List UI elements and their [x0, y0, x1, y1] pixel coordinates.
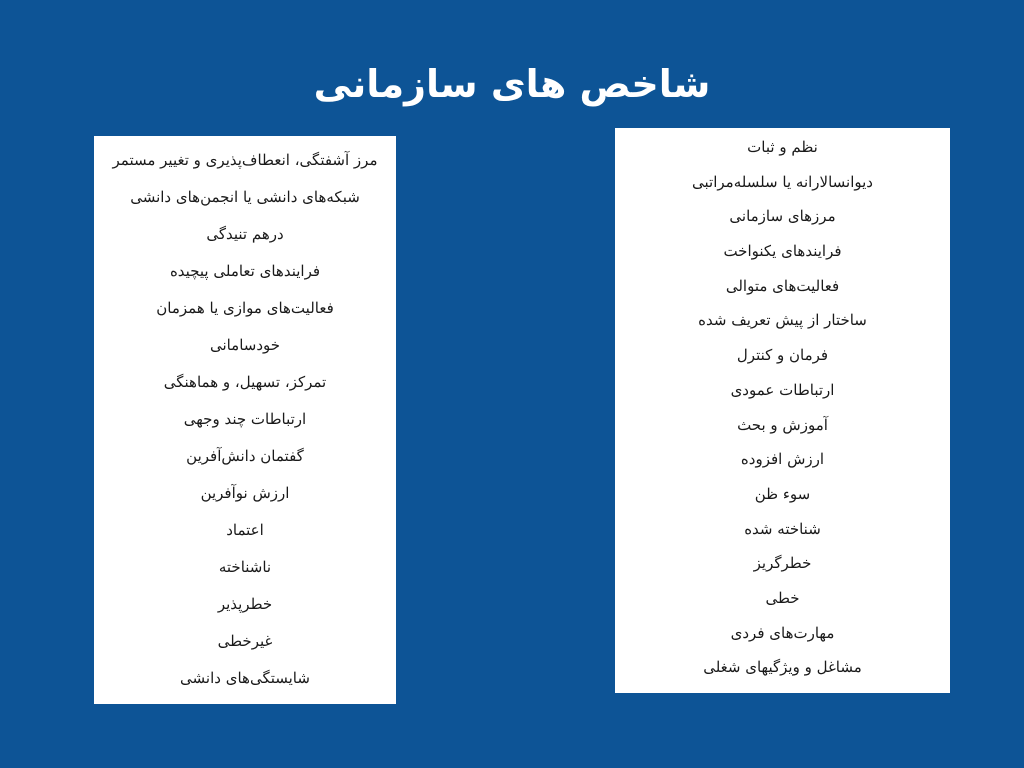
- list-item: شایستگی‌های دانشی: [180, 669, 310, 687]
- left-list: [94, 142, 396, 697]
- list-item: درهم تنیدگی: [206, 225, 284, 243]
- left-list-panel: [94, 136, 396, 704]
- list-item: خطرپذیر: [217, 595, 273, 613]
- list-item: فعالیت‌های متوالی: [725, 276, 840, 295]
- list-item: ارزش افزوده: [740, 450, 825, 469]
- list-item: سوء ظن: [754, 484, 811, 503]
- list-item: شبکه‌های دانشی یا انجمن‌های دانشی: [130, 188, 360, 206]
- list-item: آموزش و بحث: [737, 415, 828, 434]
- list-item: ارتباطات عمودی: [730, 380, 835, 399]
- slide-title: شاخص های سازمانی: [313, 62, 711, 106]
- list-item: گفتمان دانش‌آفرین: [186, 447, 304, 465]
- list-item: غیرخطی: [217, 632, 273, 650]
- list-item: نظم و ثبات: [747, 138, 818, 156]
- list-item: ارتباطات چند وجهی: [183, 410, 307, 428]
- list-item: دیوانسالارانه یا سلسله‌مراتبی: [692, 172, 873, 191]
- list-item: ارزش نوآفرین: [200, 484, 290, 502]
- list-item: اعتماد: [226, 521, 264, 539]
- right-list: [615, 130, 950, 685]
- list-item: ناشناخته: [218, 558, 272, 576]
- list-item: مرزهای سازمانی: [729, 207, 836, 226]
- list-item: فرایندهای تعاملی پیچیده: [169, 262, 321, 280]
- list-item: مرز آشفتگی، انعطاف‌پذیری و تغییر مستمر: [112, 151, 378, 169]
- right-list-panel: [615, 128, 950, 693]
- list-item: خطی: [765, 588, 800, 607]
- list-item: مهارت‌های فردی: [730, 623, 835, 642]
- list-item: خطرگریز: [753, 554, 812, 573]
- list-item: فعالیت‌های موازی یا همزمان: [156, 299, 334, 317]
- list-item: فرمان و کنترل: [736, 346, 829, 365]
- list-item: خودسامانی: [209, 336, 281, 354]
- list-item: ساختار از پیش تعریف شده: [698, 311, 867, 330]
- list-item: فرایندهای یکنواخت: [723, 242, 842, 261]
- list-item: تمرکز، تسهیل، و هماهنگی: [163, 373, 327, 391]
- list-item: شناخته شده: [744, 519, 821, 538]
- list-item: مشاغل و ویژگیهای شغلی: [703, 658, 862, 677]
